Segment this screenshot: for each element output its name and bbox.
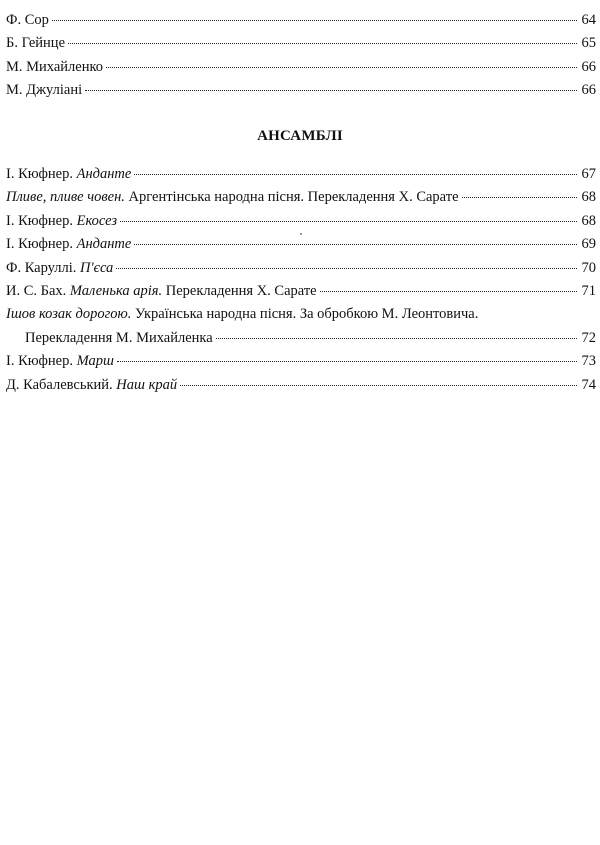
toc-entry-page: 70 <box>581 259 596 276</box>
toc-entry-title: Марш <box>76 353 114 370</box>
toc-entry <box>6 210 596 233</box>
toc-entry-page: 73 <box>581 353 596 370</box>
dot-leader <box>216 337 577 339</box>
toc-entry-title: Пливе, пливе човен. <box>6 189 125 206</box>
toc-entry-title: Наш край <box>116 376 178 393</box>
toc-entry-title: Ішов козак дорогою. <box>6 306 132 323</box>
toc-entry <box>6 233 596 256</box>
toc-entry-author: Б. Гейнце <box>6 35 66 52</box>
toc-entry <box>6 56 596 79</box>
toc-entry <box>6 350 596 373</box>
toc-entry-author: І. Кюфнер. <box>6 236 73 253</box>
dot-leader <box>68 42 577 44</box>
toc-entry-page: 65 <box>581 35 596 52</box>
toc-entry-page: 68 <box>581 189 596 206</box>
toc-entry-page: 69 <box>581 236 596 253</box>
toc-entry-author: М. Джуліані <box>6 82 83 99</box>
dot-leader <box>180 384 577 386</box>
toc-entry-author: І. Кюфнер. <box>6 212 73 229</box>
dot-leader <box>52 19 577 21</box>
toc-entry-title: Маленька арія. <box>69 282 163 299</box>
toc-entry-note: Перекладення Х. Сарате <box>165 282 317 299</box>
toc-entry-note: Українська народна пісня. За обробкою М. Леонтовича. <box>135 306 479 323</box>
toc-entry-title: П'єса <box>80 259 114 276</box>
toc-entry-author: И. С. Бах. <box>6 282 67 299</box>
toc-entry <box>6 9 596 32</box>
dot-leader <box>134 173 577 175</box>
toc-entry-author: Ф. Сор <box>6 12 49 28</box>
toc-entry-page: 64 <box>581 12 596 28</box>
toc-entry-note: Аргентінська народна пісня. Перекладення Х. Сарате <box>128 189 459 206</box>
toc-entry-page: 74 <box>581 376 596 393</box>
dot-leader <box>134 243 577 245</box>
dot-leader <box>120 220 577 222</box>
toc-entry-author: Ф. Каруллі. <box>6 259 77 276</box>
toc-entry <box>6 374 596 397</box>
toc-entry <box>6 163 596 186</box>
dot-leader <box>320 290 577 292</box>
toc-entry-author: Д. Кабалевський. <box>6 376 113 393</box>
toc-ensemble-list <box>6 163 596 397</box>
toc-entry-page: 72 <box>581 329 596 346</box>
toc-entry-title: Анданте <box>76 166 132 182</box>
toc-entry-page: 66 <box>581 58 596 75</box>
toc-entry-title: Анданте <box>76 236 132 253</box>
toc-entry <box>6 79 596 102</box>
toc-entry-continuation <box>6 327 596 350</box>
toc-entry-title: Екосез <box>76 212 118 229</box>
toc-entry <box>6 32 596 55</box>
toc-entry-author: М. Михайленко <box>6 58 104 75</box>
toc-entry-page: 67 <box>581 166 596 182</box>
toc-solo-list <box>6 9 596 103</box>
dot-leader <box>116 267 577 269</box>
toc-entry-author: І. Кюфнер. <box>6 353 73 370</box>
toc-entry-note: Перекладення М. Михайленка <box>25 329 213 346</box>
toc-entry <box>6 303 596 326</box>
dot-leader <box>85 89 577 91</box>
dot-leader <box>117 360 577 362</box>
dot-leader <box>462 196 577 198</box>
toc-entry-page: 66 <box>581 82 596 99</box>
toc-entry <box>6 257 596 280</box>
toc-entry <box>6 280 596 303</box>
toc-entry-page: 68 <box>581 212 596 229</box>
toc-entry-page: 71 <box>581 282 596 299</box>
toc-entry <box>6 186 596 209</box>
dot-leader <box>106 66 577 68</box>
section-heading: АНСАМБЛІ <box>257 128 343 144</box>
toc-entry-author: І. Кюфнер. <box>6 166 73 182</box>
